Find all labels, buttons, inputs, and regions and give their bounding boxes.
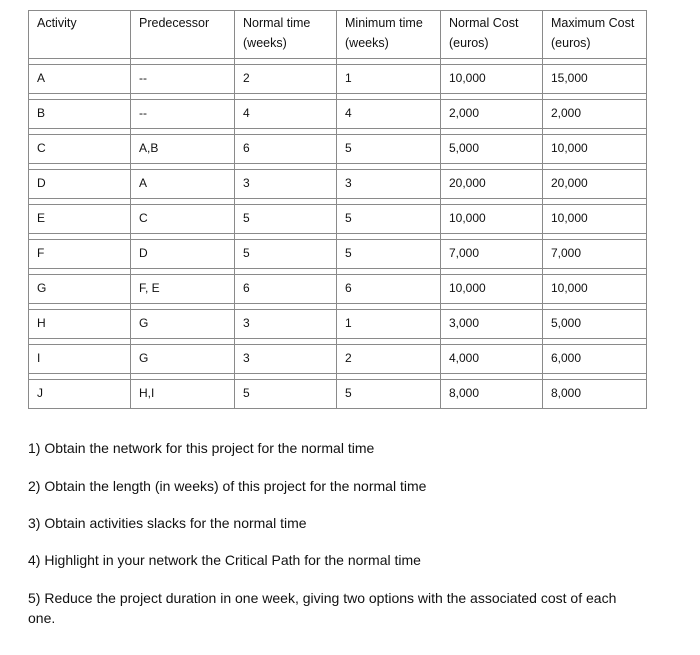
cell-text: 4 bbox=[243, 106, 250, 120]
cell-text: 10,000 bbox=[449, 211, 486, 225]
question-3: 3) Obtain activities slacks for the normal time bbox=[28, 515, 307, 531]
cell-text: A,B bbox=[139, 141, 159, 155]
cell-predecessor bbox=[131, 380, 235, 409]
cell-text: D bbox=[139, 246, 148, 260]
cell-normal-time bbox=[235, 310, 337, 339]
cell-text: 6 bbox=[243, 141, 250, 155]
cell-text: 4,000 bbox=[449, 351, 480, 365]
cell-normal-time bbox=[235, 240, 337, 269]
cell-text: C bbox=[139, 211, 148, 225]
cell-normal-time bbox=[235, 345, 337, 374]
cell-maximum-cost bbox=[543, 310, 647, 339]
table-header-row bbox=[29, 11, 647, 59]
cell-activity bbox=[29, 170, 131, 199]
table-row bbox=[29, 240, 647, 269]
cell-text: 6 bbox=[243, 281, 250, 295]
cell-text: H,I bbox=[139, 386, 155, 400]
cell-minimum-time bbox=[337, 275, 441, 304]
table-row bbox=[29, 275, 647, 304]
cell-text: G bbox=[139, 316, 149, 330]
cell-text: -- bbox=[139, 106, 147, 120]
cell-text: 5,000 bbox=[449, 141, 480, 155]
cell-text: A bbox=[139, 176, 148, 190]
cell-text: 5 bbox=[243, 386, 250, 400]
cell-text: 20,000 bbox=[551, 176, 588, 190]
cell-text: 7,000 bbox=[449, 246, 480, 260]
cell-text: 20,000 bbox=[449, 176, 486, 190]
cell-text: F, E bbox=[139, 281, 160, 295]
question-1: 1) Obtain the network for this project for the normal time bbox=[28, 440, 375, 456]
cell-text: 2,000 bbox=[551, 106, 582, 120]
cell-text: I bbox=[37, 351, 41, 365]
cell-normal-time bbox=[235, 65, 337, 94]
header-normal-cost: Normal Cost (euros) bbox=[441, 11, 543, 59]
cell-normal-cost bbox=[441, 240, 543, 269]
cell-text: 15,000 bbox=[551, 71, 588, 85]
cell-text: 3 bbox=[243, 316, 250, 330]
cell-text: 3,000 bbox=[449, 316, 480, 330]
cell-text: 4 bbox=[345, 106, 352, 120]
cell-minimum-time bbox=[337, 310, 441, 339]
cell-normal-cost bbox=[441, 205, 543, 234]
cell-normal-cost bbox=[441, 100, 543, 129]
header-minimum-time: Minimum time (weeks) bbox=[337, 11, 441, 59]
cell-maximum-cost bbox=[543, 65, 647, 94]
cell-normal-time bbox=[235, 275, 337, 304]
cell-maximum-cost bbox=[543, 275, 647, 304]
cell-minimum-time bbox=[337, 380, 441, 409]
cell-text: B bbox=[37, 106, 46, 120]
cell-text: 8,000 bbox=[551, 386, 582, 400]
cell-text: 10,000 bbox=[551, 281, 588, 295]
cell-text: 1 bbox=[345, 71, 352, 85]
cell-activity bbox=[29, 380, 131, 409]
cell-normal-cost bbox=[441, 135, 543, 164]
cell-maximum-cost bbox=[543, 345, 647, 374]
cell-text: 10,000 bbox=[551, 141, 588, 155]
table-row bbox=[29, 65, 647, 94]
cell-minimum-time bbox=[337, 170, 441, 199]
cell-maximum-cost bbox=[543, 240, 647, 269]
cell-text: 1 bbox=[345, 316, 352, 330]
cell-predecessor bbox=[131, 240, 235, 269]
cell-text: 3 bbox=[243, 351, 250, 365]
cell-text: J bbox=[37, 386, 43, 400]
cell-minimum-time bbox=[337, 65, 441, 94]
cell-normal-cost bbox=[441, 65, 543, 94]
table-row bbox=[29, 205, 647, 234]
cell-activity bbox=[29, 240, 131, 269]
cell-text: D bbox=[37, 176, 46, 190]
cell-text: 3 bbox=[345, 176, 352, 190]
header-activity: Activity bbox=[29, 11, 131, 59]
cell-text: A bbox=[37, 71, 46, 85]
cell-activity bbox=[29, 310, 131, 339]
cell-activity bbox=[29, 65, 131, 94]
cell-predecessor bbox=[131, 135, 235, 164]
cell-text: 2,000 bbox=[449, 106, 480, 120]
cell-text: 6 bbox=[345, 281, 352, 295]
cell-text: H bbox=[37, 316, 46, 330]
header-normal-time: Normal time (weeks) bbox=[235, 11, 337, 59]
cell-maximum-cost bbox=[543, 100, 647, 129]
cell-minimum-time bbox=[337, 240, 441, 269]
cell-predecessor bbox=[131, 275, 235, 304]
table-row bbox=[29, 380, 647, 409]
table-row bbox=[29, 345, 647, 374]
cell-text: 5,000 bbox=[551, 316, 582, 330]
cell-maximum-cost bbox=[543, 205, 647, 234]
cell-activity bbox=[29, 345, 131, 374]
cell-text: 5 bbox=[345, 246, 352, 260]
cell-text: 5 bbox=[345, 211, 352, 225]
cell-text: 3 bbox=[243, 176, 250, 190]
cell-text: 10,000 bbox=[551, 211, 588, 225]
table-row bbox=[29, 100, 647, 129]
cell-normal-cost bbox=[441, 345, 543, 374]
header-predecessor: Predecessor bbox=[131, 11, 235, 59]
cell-text: -- bbox=[139, 71, 147, 85]
cell-minimum-time bbox=[337, 100, 441, 129]
header-maximum-cost: Maximum Cost (euros) bbox=[543, 11, 647, 59]
cell-normal-time bbox=[235, 205, 337, 234]
project-activity-table bbox=[28, 10, 647, 409]
cell-activity bbox=[29, 275, 131, 304]
cell-predecessor bbox=[131, 310, 235, 339]
cell-text: 10,000 bbox=[449, 71, 486, 85]
cell-text: 10,000 bbox=[449, 281, 486, 295]
cell-minimum-time bbox=[337, 345, 441, 374]
cell-text: 5 bbox=[345, 386, 352, 400]
cell-normal-time bbox=[235, 135, 337, 164]
question-5: 5) Reduce the project duration in one week, giving two options with the associated cost of each one. bbox=[28, 590, 617, 626]
cell-text: 2 bbox=[345, 351, 352, 365]
cell-maximum-cost bbox=[543, 135, 647, 164]
cell-normal-time bbox=[235, 170, 337, 199]
cell-text: C bbox=[37, 141, 46, 155]
question-4: 4) Highlight in your network the Critical Path for the normal time bbox=[28, 552, 421, 568]
cell-normal-cost bbox=[441, 275, 543, 304]
cell-predecessor bbox=[131, 170, 235, 199]
cell-text: 7,000 bbox=[551, 246, 582, 260]
cell-text: 5 bbox=[345, 141, 352, 155]
cell-predecessor bbox=[131, 65, 235, 94]
cell-predecessor bbox=[131, 205, 235, 234]
cell-maximum-cost bbox=[543, 380, 647, 409]
cell-minimum-time bbox=[337, 135, 441, 164]
cell-normal-time bbox=[235, 100, 337, 129]
cell-normal-cost bbox=[441, 310, 543, 339]
cell-text: 2 bbox=[243, 71, 250, 85]
table-row bbox=[29, 170, 647, 199]
cell-text: F bbox=[37, 246, 45, 260]
cell-activity bbox=[29, 135, 131, 164]
cell-text: 5 bbox=[243, 211, 250, 225]
cell-text: G bbox=[139, 351, 149, 365]
cell-normal-cost bbox=[441, 170, 543, 199]
cell-minimum-time bbox=[337, 205, 441, 234]
cell-text: 6,000 bbox=[551, 351, 582, 365]
table-row bbox=[29, 135, 647, 164]
cell-activity bbox=[29, 205, 131, 234]
cell-predecessor bbox=[131, 345, 235, 374]
question-2: 2) Obtain the length (in weeks) of this project for the normal time bbox=[28, 478, 427, 494]
cell-normal-time bbox=[235, 380, 337, 409]
cell-text: E bbox=[37, 211, 46, 225]
cell-normal-cost bbox=[441, 380, 543, 409]
cell-text: 8,000 bbox=[449, 386, 480, 400]
cell-activity bbox=[29, 100, 131, 129]
cell-text: G bbox=[37, 281, 47, 295]
cell-text: 5 bbox=[243, 246, 250, 260]
table-row bbox=[29, 310, 647, 339]
cell-maximum-cost bbox=[543, 170, 647, 199]
cell-predecessor bbox=[131, 100, 235, 129]
